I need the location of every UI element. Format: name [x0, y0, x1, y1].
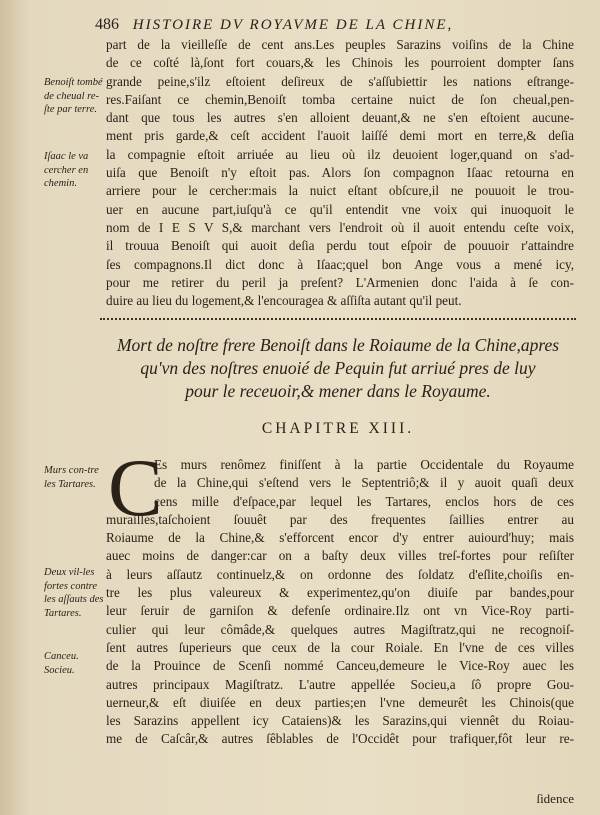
text-line: de ce coſté là,ſont fort couars,& les Chinois les pourroient dompter ſans: [106, 55, 574, 71]
text-line: la compagnie eſtoit arriuée au lieu où ilz deuoient loger,quand on s'ad-: [106, 146, 574, 162]
text-line: ſes compagnons.Il dict donc à Iſaac;quel bon Ange vous a mené icy,: [106, 256, 574, 272]
text-line: leur ſeruir de garniſon & defenſe ordinaire.Ilz ont vn Vice-Roy parti-: [106, 603, 574, 619]
page-number: 486: [95, 16, 119, 33]
text-line: auec moins de danger:car on a baſty deux villes treſ-fortes pour reſiſter: [106, 548, 574, 564]
text-line: de la Prouince de Scenſi nommé Canceu,demeure le Vice-Roy auec les: [106, 658, 574, 674]
text-line: ſent autres ſuperieurs que ceux de la cour Roiale. En l'vne de ces villes: [106, 639, 574, 655]
text-line: uer en aucune part,iuſqu'à ce qu'il entendit vne voix qui inuoquoit le: [106, 201, 574, 217]
margin-note-canceu: Canceu. Socieu.: [44, 651, 79, 676]
text-line: uerneur,& eſt diuiſée en deux parties;en l'vne demeurêt les Chinois(que: [106, 694, 574, 710]
text-line: uiſa que Benoiſt n'y eſtoit pas. Alors ſon compagnon Iſaac retourna en: [106, 165, 574, 181]
text-line: part de la vieilleſſe de cent ans.Les peuples Sarazins voiſins de la Chine: [106, 37, 574, 52]
text-line: res.Faiſant ce chemin,Benoiſt tomba certaine nuict de ſon cheual,pen-: [106, 91, 574, 107]
text-line: arriere pour le cercher:mais la nuict eſtant obſcure,il ne pouuoit le trou-: [106, 183, 574, 199]
text-line: cens mille d'eſpace,par lequel les Tartares, enclos hors de ces: [154, 493, 574, 509]
chapter-heading-line: Mort de noſtre frere Benoiſt dans le Roiaume de la Chine,apres: [116, 335, 560, 355]
chapter-heading-line: qu'vn des noſtres enuoié de Pequin fut arriué pres de luy: [140, 358, 536, 378]
chapter-paragraph: [106, 456, 574, 749]
running-title: HISTOIRE DV ROYAVME DE LA CHINE,: [132, 17, 454, 33]
top-paragraph: [106, 36, 574, 310]
margin-note-isaac: Iſaac le va cercher en chemin.: [44, 151, 89, 189]
text-line: à leurs aſſautz continuelz,& on ordonne des ſoldatz d'eſlite,choiſis en-: [106, 566, 574, 582]
chapter-label: CHAPITRE XIII.: [261, 420, 415, 437]
text-line: il trouua Benoiſt qui auoit deſia perdu tout eſpoir de pouuoir r'attaindre: [106, 238, 574, 254]
text-line: de la Chine,qui s'eſtend vers le Septentriô;& il y auoit quaſi deux: [154, 475, 574, 491]
text-line: nom de I E S V S,& marchant vers l'endroit où il auoit entendu ceſte voix,: [106, 219, 574, 235]
margin-note-benoist: Benoiſt tombé de cheual re-ſte par terre.: [44, 77, 103, 115]
text-line: murailles,taſchoient ſouuêt par des frequentes ſaillies entrer au: [106, 511, 574, 527]
margin-note-murs: Murs con-tre les Tartares.: [44, 465, 99, 490]
text-line: tre les plus valeureux & experimentez,qu'on diuiſe par bandes,pour: [106, 585, 574, 601]
chapter-heading-line: pour le receuoir,& mener dans le Royaume.: [185, 381, 491, 401]
page-header: [95, 16, 575, 34]
text-line: dant que tous les autres s'en alloient deuant,& ne s'en eſtoient aucune-: [106, 110, 574, 126]
text-line: culier qui leur cômâde,& quelques autres Magiſtratz,qui ne recognoiſ-: [106, 621, 574, 637]
drop-cap: C: [108, 442, 163, 533]
text-line: Roiaume de la Chine,& s'efforcent encor d'y entrer auiourd'huy; mais: [106, 530, 574, 546]
catchword: ſidence: [536, 791, 574, 806]
text-line: les Sarazins appellent icy Cataiens)& les Sarazins,qui viennêt du Roiau-: [106, 713, 574, 729]
text-line: Es murs renômez finiſſent à la partie Occidentale du Royaume: [154, 457, 574, 472]
text-line: grande peine,s'ilz eſtoient deſireux de s'aſſubiettir les nations eſtrange-: [106, 73, 574, 89]
text-line: pour me retirer du peril ja preſent? L'Armenien donc l'aida à ſe con-: [106, 274, 574, 290]
text-line: duire au lieu du logement,& l'encouragea & aſſiſta autant qu'il peut.: [106, 293, 462, 309]
section-divider: [100, 318, 576, 320]
text-line: me de Caſcâr,& autres ſêblables de l'Occidêt pour trafiquer,fôt leur re-: [106, 731, 574, 747]
chapter-heading: [100, 334, 576, 403]
text-line: autres principaux Magiſtratz. L'autre appellée Socieu,a ſô propre Gou-: [106, 676, 574, 692]
margin-note-deux-villes: Deux vil-les fortes contre les aſſauts des Tartares.: [44, 567, 104, 619]
text-line: ment pris garde,& ceſt accident l'auoit laiſſé demi mort en terre,& deſia: [106, 128, 574, 144]
